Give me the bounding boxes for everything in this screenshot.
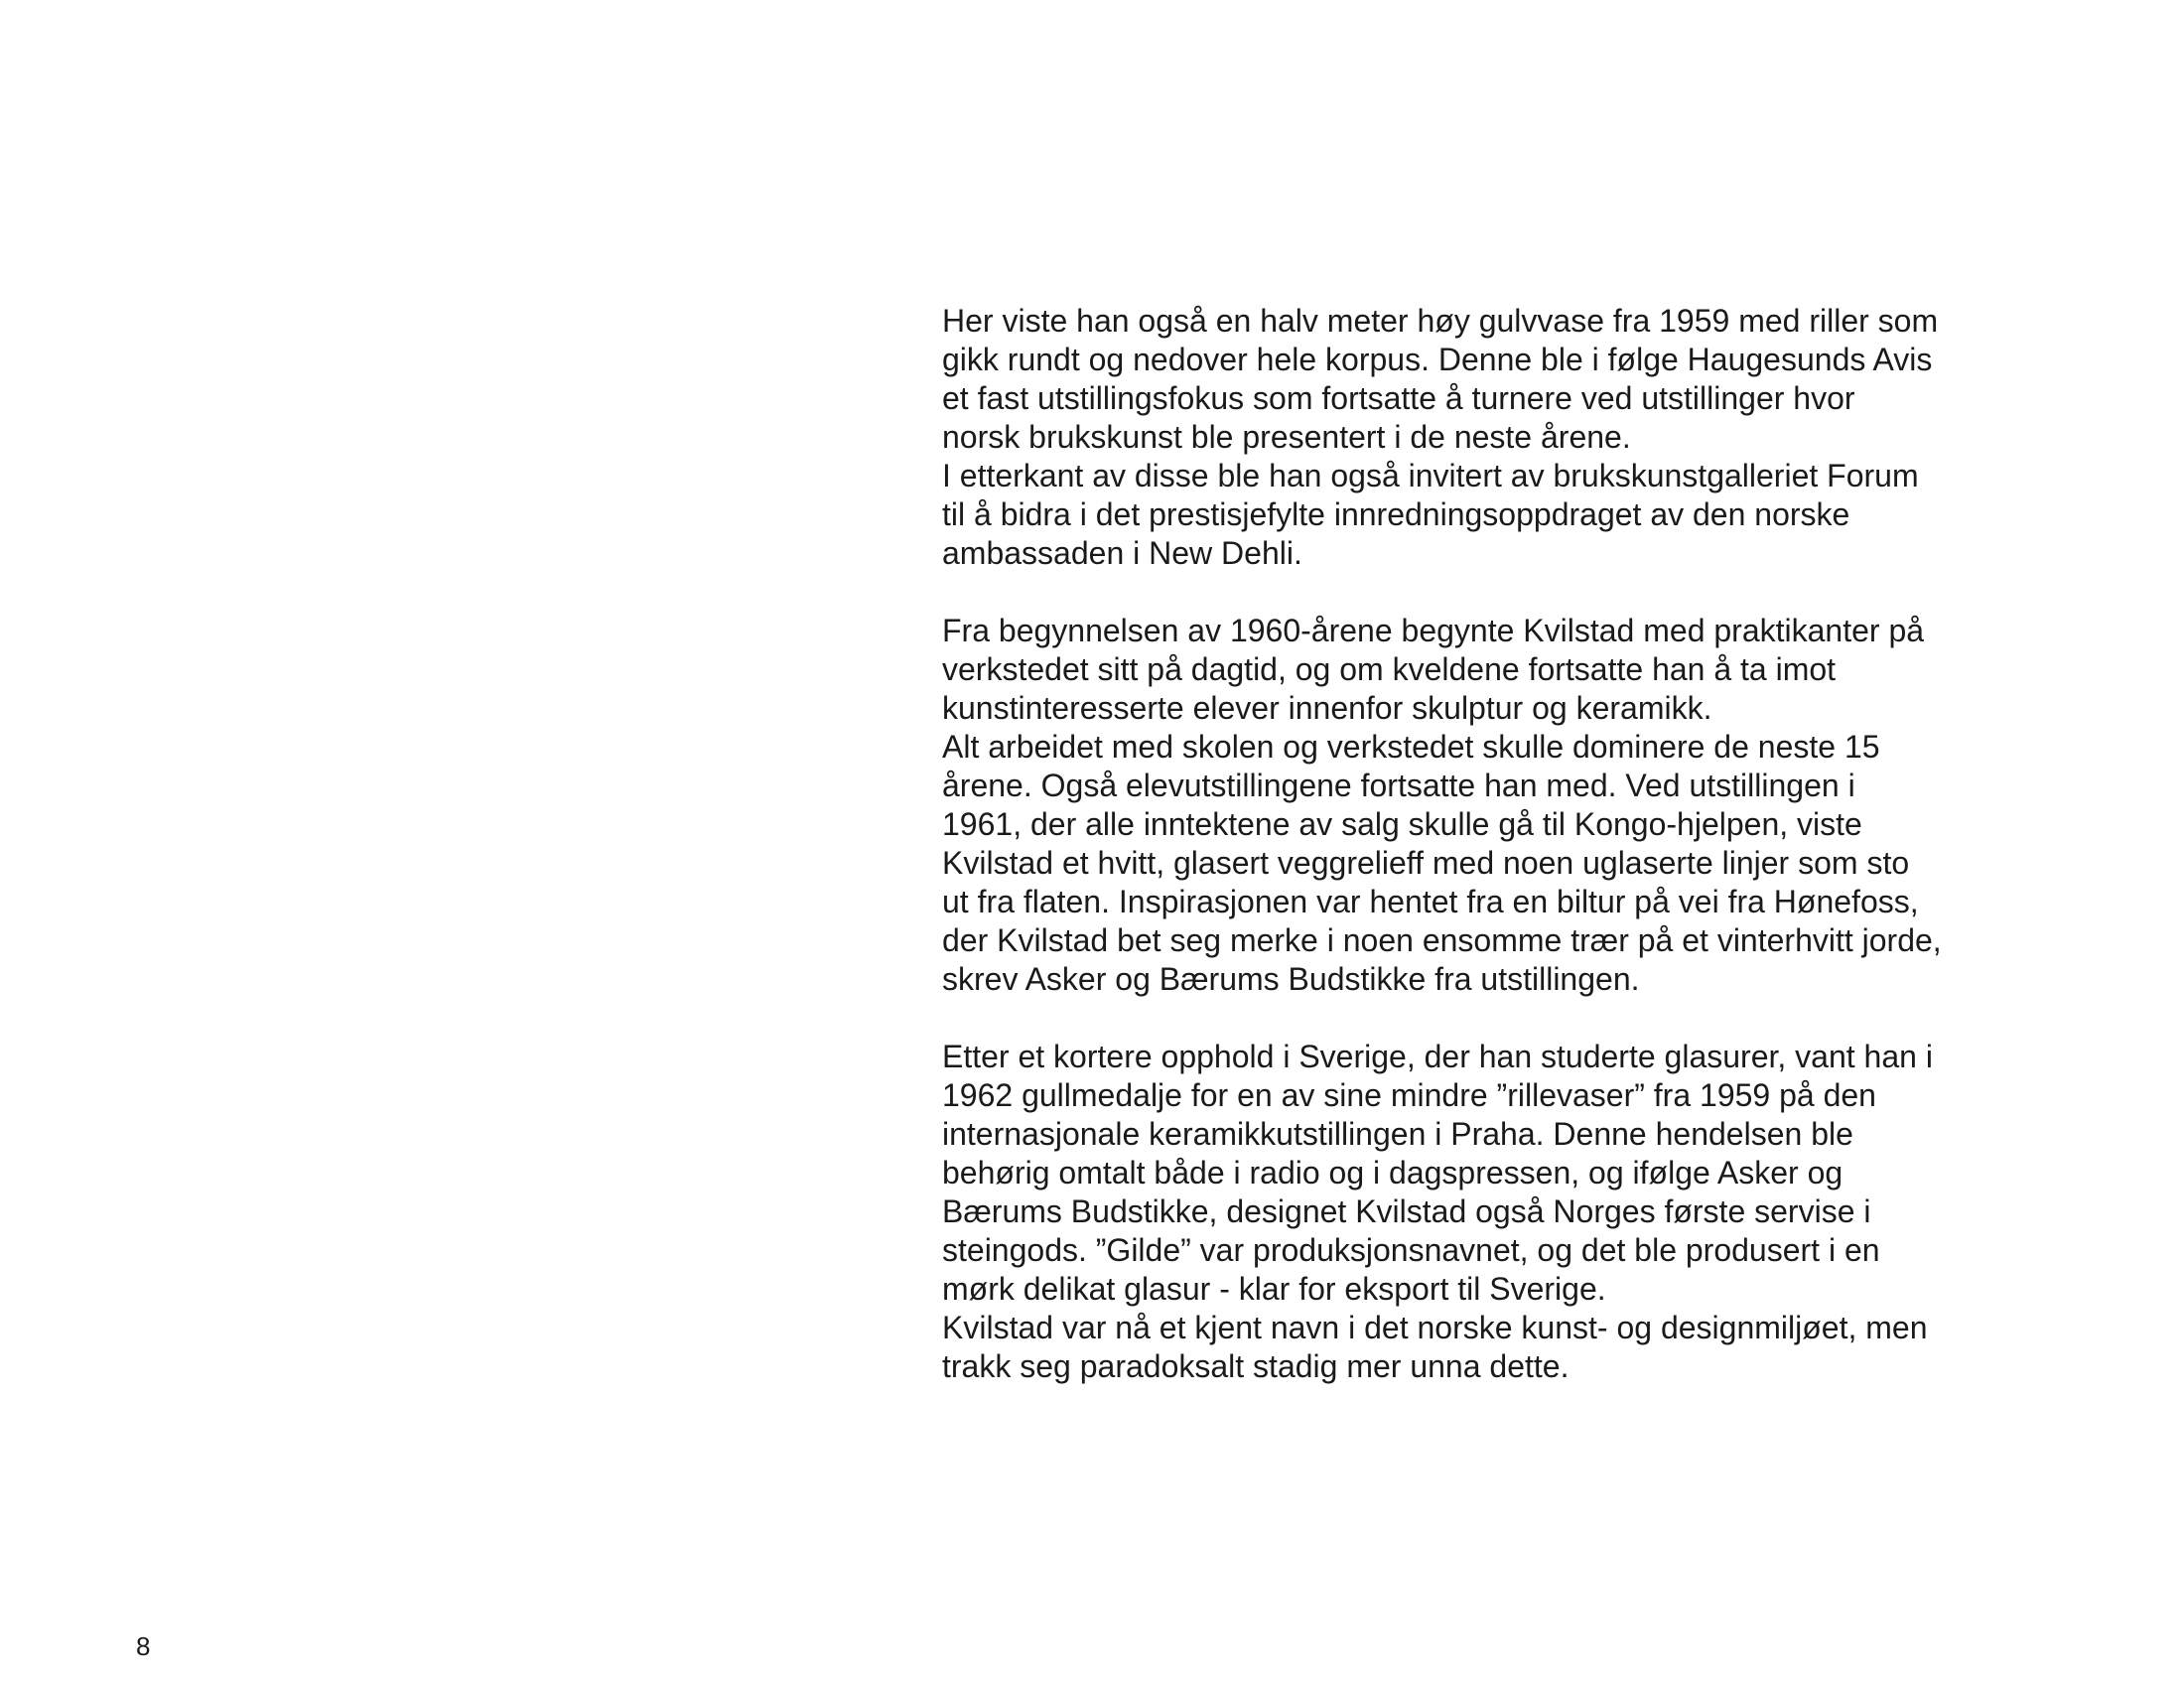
- text-line: I etterkant av disse ble han også invitert av brukskunstgalleriet Forum: [942, 458, 1919, 493]
- text-line: 1961, der alle inntektene av salg skulle gå til Kongo-hjelpen, viste: [942, 806, 1862, 842]
- text-line: Fra begynnelsen av 1960-årene begynte Kvilstad med praktikanter på: [942, 613, 1925, 648]
- text-line: årene. Også elevutstillingene fortsatte han med. Ved utstillingen i: [942, 768, 1855, 803]
- body-text-column: [942, 302, 2044, 1425]
- paragraph-2: [942, 612, 2044, 999]
- text-line: trakk seg paradoksalt stadig mer unna dette.: [942, 1348, 1570, 1384]
- paragraph-1: [942, 302, 2044, 573]
- paragraph-3: [942, 1038, 2044, 1386]
- text-line: Bærums Budstikke, designet Kvilstad også Norges første servise i: [942, 1193, 1871, 1229]
- text-line: Kvilstad et hvitt, glasert veggrelieff med noen uglaserte linjer som sto: [942, 845, 1910, 881]
- text-line: mørk delikat glasur - klar for eksport til Sverige.: [942, 1271, 1606, 1307]
- text-line: behørig omtalt både i radio og i dagspressen, og ifølge Asker og: [942, 1155, 1843, 1191]
- text-line: Etter et kortere opphold i Sverige, der han studerte glasurer, vant han i: [942, 1039, 1933, 1074]
- text-line: skrev Asker og Bærums Budstikke fra utstillingen.: [942, 961, 1640, 997]
- text-line: gikk rundt og nedover hele korpus. Denne ble i følge Haugesunds Avis: [942, 342, 1933, 377]
- text-line: norsk brukskunst ble presentert i de neste årene.: [942, 419, 1631, 455]
- text-line: til å bidra i det prestisjefylte innredningsoppdraget av den norske: [942, 496, 1850, 532]
- text-line: et fast utstillingsfokus som fortsatte å turnere ved utstillinger hvor: [942, 380, 1855, 416]
- text-line: verkstedet sitt på dagtid, og om kveldene fortsatte han å ta imot: [942, 651, 1837, 687]
- text-line: internasjonale keramikkutstillingen i Praha. Denne hendelsen ble: [942, 1116, 1853, 1152]
- text-line: ambassaden i New Dehli.: [942, 535, 1302, 571]
- text-line: Kvilstad var nå et kjent navn i det norske kunst- og designmiljøet, men: [942, 1310, 1928, 1345]
- page-number: 8: [136, 1631, 151, 1661]
- text-line: kunstinteresserte elever innenfor skulptur og keramikk.: [942, 690, 1712, 726]
- text-line: 1962 gullmedalje for en av sine mindre ”rillevaser” fra 1959 på den: [942, 1077, 1876, 1113]
- text-line: Her viste han også en halv meter høy gulvvase fra 1959 med riller som: [942, 303, 1939, 339]
- text-line: der Kvilstad bet seg merke i noen ensomme trær på et vinterhvitt jorde,: [942, 922, 1942, 958]
- text-line: Alt arbeidet med skolen og verkstedet skulle dominere de neste 15: [942, 729, 1880, 765]
- text-line: steingods. ”Gilde” var produksjonsnavnet, og det ble produsert i en: [942, 1232, 1880, 1268]
- text-line: ut fra flaten. Inspirasjonen var hentet fra en biltur på vei fra Hønefoss,: [942, 884, 1919, 919]
